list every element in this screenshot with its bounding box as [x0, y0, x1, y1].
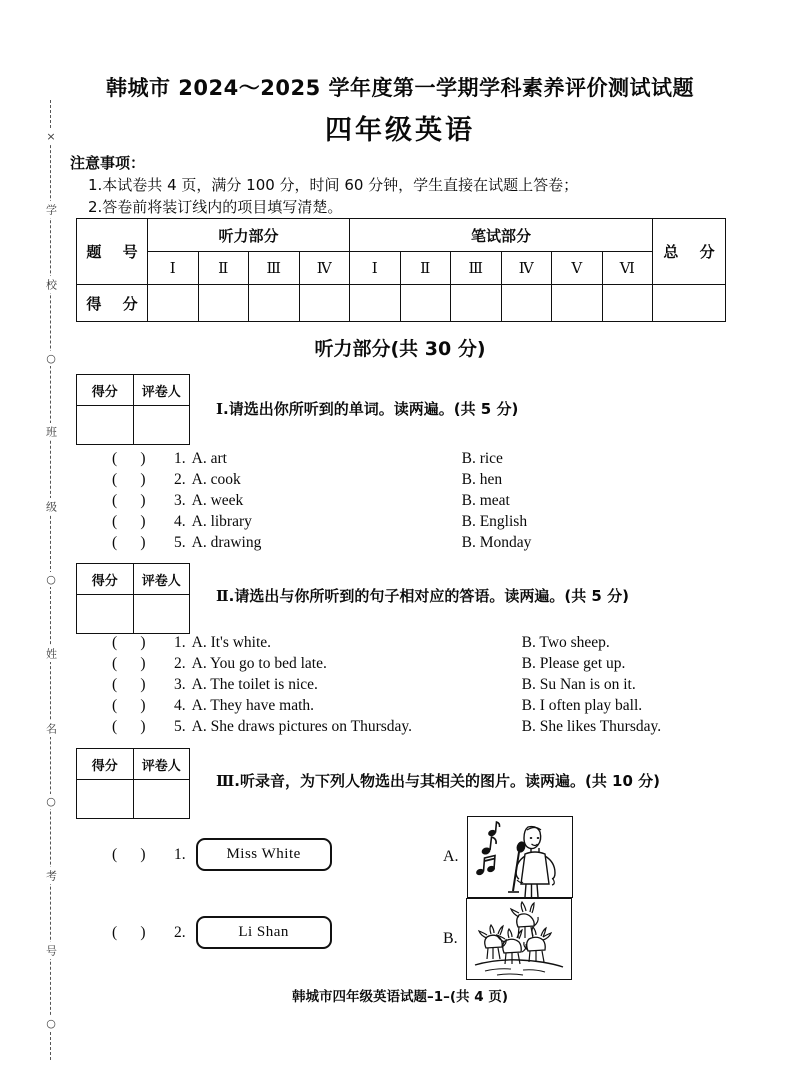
question-number: 1.: [174, 450, 186, 467]
question-row[interactable]: [112, 653, 661, 674]
question-number: 5.: [174, 534, 186, 551]
grader-marker-cell[interactable]: [133, 406, 190, 445]
grader-box-section-1: [76, 374, 190, 445]
choice-b[interactable]: B. English: [461, 513, 528, 530]
score-table-numeral: Ⅱ: [198, 252, 249, 285]
picture-option-a[interactable]: [443, 816, 573, 898]
score-cell-total[interactable]: [653, 285, 726, 322]
binding-mark: 班: [46, 423, 57, 440]
question-row[interactable]: [112, 632, 661, 653]
question-number: 3.: [174, 492, 186, 509]
binding-mark: 考: [46, 867, 57, 884]
picture-label-b: B.: [443, 930, 458, 947]
grader-marker-cell[interactable]: [133, 780, 190, 819]
question-number: 5.: [174, 718, 186, 735]
section-1-numeral: Ⅰ: [216, 402, 224, 418]
grader-score-label: 得分: [77, 375, 134, 406]
choice-b[interactable]: B. Please get up.: [521, 655, 626, 672]
grader-box-section-2: [76, 563, 190, 634]
score-table-numeral: Ⅳ: [501, 252, 552, 285]
question-row[interactable]: [112, 469, 531, 490]
score-table-numeral: Ⅰ: [148, 252, 199, 285]
binding-mark: 号: [46, 942, 57, 959]
score-cell[interactable]: [148, 285, 199, 322]
question-number: 2.: [174, 471, 186, 488]
score-table-group-written: 笔试部分: [350, 219, 653, 252]
answer-blank[interactable]: ( ): [112, 676, 146, 693]
score-cell[interactable]: [249, 285, 300, 322]
grader-score-cell[interactable]: [77, 780, 134, 819]
score-cell[interactable]: [198, 285, 249, 322]
notice-item-2: 2.答卷前将装订线内的项目填写清楚。: [88, 198, 343, 216]
score-cell[interactable]: [552, 285, 603, 322]
exam-title-line-1: 韩城市 2024～2025 学年度第一学期学科素养评价测试试题: [105, 76, 694, 100]
binding-margin: [38, 100, 64, 1060]
question-number: 2.: [174, 923, 186, 941]
choice-a[interactable]: A. cook: [191, 471, 241, 488]
grader-marker-label: 评卷人: [133, 375, 190, 406]
choice-a[interactable]: A. week: [191, 492, 244, 509]
match-row[interactable]: [112, 838, 332, 871]
binding-mark: 姓: [46, 645, 57, 662]
page-footer: 韩城市四年级英语试题–1–(共 4 页): [291, 989, 509, 1005]
score-summary-table: [76, 218, 726, 322]
question-number: 3.: [174, 676, 186, 693]
choice-a[interactable]: A. The toilet is nice.: [191, 676, 318, 693]
question-number: 2.: [174, 655, 186, 672]
score-cell[interactable]: [299, 285, 350, 322]
choice-a[interactable]: A. They have math.: [191, 697, 315, 714]
binding-mark: ○: [46, 795, 56, 809]
choice-a[interactable]: A. She draws pictures on Thursday.: [191, 718, 413, 735]
question-number: 1.: [174, 634, 186, 651]
grader-score-cell[interactable]: [77, 595, 134, 634]
exam-subject-title: 四年级英语: [325, 115, 475, 146]
section-2-numeral: Ⅱ: [216, 589, 229, 605]
answer-blank[interactable]: ( ): [112, 450, 146, 467]
score-table-row-label-question: 题 号: [77, 219, 148, 285]
question-number: 4.: [174, 697, 186, 714]
score-table-numeral: Ⅵ: [602, 252, 653, 285]
person-name-box: Li Shan: [196, 916, 332, 949]
score-cell[interactable]: [451, 285, 502, 322]
choice-b[interactable]: B. hen: [461, 471, 503, 488]
score-table-row-label-score: 得 分: [77, 285, 148, 322]
answer-blank[interactable]: ( ): [112, 718, 146, 735]
answer-blank[interactable]: ( ): [112, 655, 146, 672]
grader-score-label: 得分: [77, 564, 134, 595]
section-2-prompt: .请选出与你所听到的句子相对应的答语。读两遍。(共 5 分): [228, 587, 629, 605]
section-1-items: [112, 448, 531, 553]
grader-marker-cell[interactable]: [133, 595, 190, 634]
section-2-heading: [216, 585, 629, 606]
notice-label: 注意事项：: [70, 154, 146, 172]
section-3-heading: [216, 770, 660, 791]
notice-item-1: 1.本试卷共 4 页，满分 100 分，时间 60 分钟，学生直接在试题上答卷；: [88, 176, 579, 194]
score-cell[interactable]: [501, 285, 552, 322]
question-row[interactable]: [112, 511, 531, 532]
binding-mark: 级: [46, 498, 57, 515]
binding-marks: [38, 100, 64, 1060]
choice-b[interactable]: B. I often play ball.: [521, 697, 643, 714]
choice-b[interactable]: B. She likes Thursday.: [521, 718, 662, 735]
question-row[interactable]: [112, 716, 661, 737]
score-table-numeral: Ⅰ: [350, 252, 401, 285]
match-row[interactable]: [112, 916, 332, 949]
grader-score-label: 得分: [77, 749, 134, 780]
score-table-total-label: 总 分: [653, 219, 726, 285]
question-row[interactable]: [112, 674, 661, 695]
answer-blank[interactable]: ( ): [112, 471, 146, 488]
score-table-numeral: Ⅳ: [299, 252, 350, 285]
grader-score-cell[interactable]: [77, 406, 134, 445]
choice-a[interactable]: A. art: [191, 450, 227, 467]
answer-blank[interactable]: ( ): [112, 634, 146, 651]
choice-b[interactable]: B. meat: [461, 492, 510, 509]
score-table-numeral: Ⅲ: [451, 252, 502, 285]
question-number: 4.: [174, 513, 186, 530]
score-table-numeral: Ⅲ: [249, 252, 300, 285]
choice-a[interactable]: A. drawing: [191, 534, 262, 551]
question-row[interactable]: [112, 695, 661, 716]
goats-on-hill-picture: [466, 898, 572, 980]
section-3-prompt: .听录音，为下列人物选出与其相关的图片。读两遍。(共 10 分): [234, 772, 661, 790]
binding-mark: 学: [46, 201, 57, 218]
choice-a[interactable]: A. You go to bed late.: [191, 655, 327, 672]
score-table-numeral: Ⅱ: [400, 252, 451, 285]
section-1-prompt: .请选出你所听到的单词。读两遍。(共 5 分): [223, 400, 519, 418]
person-name-box: Miss White: [196, 838, 332, 871]
score-cell[interactable]: [350, 285, 401, 322]
binding-mark: ○: [46, 351, 56, 365]
answer-blank[interactable]: ( ): [112, 513, 146, 530]
answer-blank[interactable]: ( ): [112, 845, 146, 863]
picture-option-b[interactable]: [443, 898, 572, 980]
grader-marker-label: 评卷人: [133, 564, 190, 595]
answer-blank[interactable]: ( ): [112, 534, 146, 551]
choice-b[interactable]: B. rice: [461, 450, 503, 467]
answer-blank[interactable]: ( ): [112, 492, 146, 509]
binding-mark: 校: [46, 276, 57, 293]
answer-blank[interactable]: ( ): [112, 697, 146, 714]
score-cell[interactable]: [602, 285, 653, 322]
grader-box-section-3: [76, 748, 190, 819]
binding-mark: 名: [46, 720, 57, 737]
question-row[interactable]: [112, 490, 531, 511]
binding-mark: ×: [46, 129, 56, 143]
score-table-group-listening: 听力部分: [148, 219, 350, 252]
grader-marker-label: 评卷人: [133, 749, 190, 780]
singer-with-music-notes-picture: [467, 816, 573, 898]
section-2-items: [112, 632, 661, 737]
answer-blank[interactable]: ( ): [112, 923, 146, 941]
section-1-heading: [216, 398, 518, 419]
score-table-numeral: Ⅴ: [552, 252, 603, 285]
question-row[interactable]: [112, 448, 531, 469]
score-cell[interactable]: [400, 285, 451, 322]
question-row[interactable]: [112, 532, 531, 553]
choice-a[interactable]: A. It's white.: [191, 634, 272, 651]
picture-label-a: A.: [443, 848, 459, 865]
binding-mark: ○: [46, 573, 56, 587]
binding-mark: ○: [46, 1017, 56, 1031]
choice-b[interactable]: B. Su Nan is on it.: [521, 676, 636, 693]
listening-part-title: 听力部分(共 30 分): [314, 338, 486, 360]
choice-a[interactable]: A. library: [191, 513, 252, 530]
section-3-numeral: Ⅲ: [216, 774, 235, 790]
choice-b[interactable]: B. Monday: [461, 534, 532, 551]
choice-b[interactable]: B. Two sheep.: [521, 634, 610, 651]
question-number: 1.: [174, 845, 186, 863]
